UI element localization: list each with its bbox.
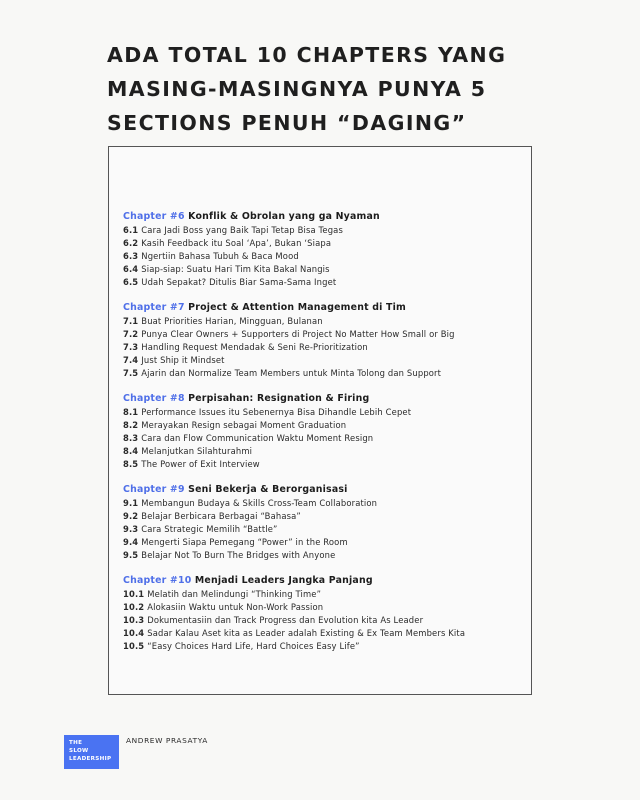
section-item (123, 614, 525, 627)
section-text: Buat Priorities Harian, Mingguan, Bulanan (141, 316, 323, 326)
chapter-7 (123, 302, 525, 380)
section-item (123, 328, 525, 341)
chapter-number: Chapter #7 (123, 302, 185, 313)
section-item (123, 224, 525, 237)
chapter-heading (123, 302, 525, 314)
section-item (123, 250, 525, 263)
section-number: 10.2 (123, 602, 145, 612)
section-number: 8.3 (123, 433, 139, 443)
logo-line: SLOW (69, 748, 89, 754)
chapter-title: Project & Attention Management di Tim (188, 302, 406, 313)
section-item (123, 510, 525, 523)
section-text: Ngertiin Bahasa Tubuh & Baca Mood (141, 251, 299, 261)
chapter-number: Chapter #6 (123, 211, 185, 222)
section-text: Kasih Feedback itu Soal ‘Apa’, Bukan ‘Siapa (141, 238, 332, 248)
section-item (123, 640, 525, 653)
section-item (123, 263, 525, 276)
section-number: 7.5 (123, 368, 139, 378)
chapter-heading (123, 393, 525, 405)
section-item (123, 627, 525, 640)
section-number: 9.3 (123, 524, 139, 534)
section-text: Belajar Not To Burn The Bridges with Anyone (141, 550, 336, 560)
section-item (123, 367, 525, 380)
section-item (123, 354, 525, 367)
chapter-list-card (108, 146, 532, 695)
section-number: 6.3 (123, 251, 139, 261)
chapter-6 (123, 211, 525, 289)
chapter-10 (123, 575, 525, 653)
section-text: “Easy Choices Hard Life, Hard Choices Easy Life” (147, 641, 360, 651)
section-item (123, 315, 525, 328)
chapter-number: Chapter #10 (123, 575, 192, 586)
section-text: Siap-siap: Suatu Hari Tim Kita Bakal Nangis (141, 264, 330, 274)
section-text: Alokasiin Waktu untuk Non-Work Passion (147, 602, 324, 612)
section-number: 8.5 (123, 459, 139, 469)
section-text: The Power of Exit Interview (141, 459, 260, 469)
section-item (123, 276, 525, 289)
section-text: Melatih dan Melindungi “Thinking Time” (147, 589, 322, 599)
section-item (123, 432, 525, 445)
section-text: Membangun Budaya & Skills Cross-Team Collaboration (141, 498, 378, 508)
chapter-8 (123, 393, 525, 471)
section-text: Dokumentasiin dan Track Progress dan Evolution kita As Leader (147, 615, 424, 625)
section-number: 8.1 (123, 407, 139, 417)
section-text: Cara dan Flow Communication Waktu Moment Resign (141, 433, 374, 443)
section-text: Performance Issues itu Sebenernya Bisa Dihandle Lebih Cepet (141, 407, 412, 417)
headline-line: ADA TOTAL 10 CHAPTERS YANG (107, 43, 507, 67)
section-item (123, 341, 525, 354)
section-number: 6.2 (123, 238, 139, 248)
section-text: Sadar Kalau Aset kita as Leader adalah Existing & Ex Team Members Kita (147, 628, 466, 638)
section-text: Handling Request Mendadak & Seni Re-Prioritization (141, 342, 368, 352)
section-item (123, 406, 525, 419)
section-text: Ajarin dan Normalize Team Members untuk Minta Tolong dan Support (141, 368, 442, 378)
section-number: 8.4 (123, 446, 139, 456)
section-number: 10.3 (123, 615, 145, 625)
chapter-title: Perpisahan: Resignation & Firing (188, 393, 370, 404)
section-item (123, 419, 525, 432)
section-text: Cara Jadi Boss yang Baik Tapi Tetap Bisa Tegas (141, 225, 343, 235)
chapter-title: Konflik & Obrolan yang ga Nyaman (188, 211, 380, 222)
section-number: 9.2 (123, 511, 139, 521)
section-item (123, 523, 525, 536)
section-text: Mengerti Siapa Pemegang “Power” in the Room (141, 537, 348, 547)
chapter-heading (123, 575, 525, 587)
chapter-9 (123, 484, 525, 562)
section-item (123, 536, 525, 549)
chapter-number: Chapter #9 (123, 484, 185, 495)
section-item (123, 445, 525, 458)
brand-logo (64, 735, 119, 769)
section-number: 6.1 (123, 225, 139, 235)
section-number: 10.4 (123, 628, 145, 638)
chapter-number: Chapter #8 (123, 393, 185, 404)
author-name: ANDREW PRASATYA (126, 736, 208, 745)
section-item (123, 458, 525, 471)
section-text: Just Ship it Mindset (141, 355, 225, 365)
chapter-heading (123, 211, 525, 223)
section-number: 9.5 (123, 550, 139, 560)
section-number: 8.2 (123, 420, 139, 430)
section-text: Melanjutkan Silahturahmi (141, 446, 253, 456)
chapter-title: Menjadi Leaders Jangka Panjang (194, 575, 373, 586)
section-number: 6.4 (123, 264, 139, 274)
logo-line: LEADERSHIP (69, 756, 112, 762)
section-item (123, 549, 525, 562)
section-number: 7.3 (123, 342, 139, 352)
chapter-heading (123, 484, 525, 496)
section-number: 9.1 (123, 498, 139, 508)
chapter-title: Seni Bekerja & Berorganisasi (188, 484, 348, 495)
section-item (123, 601, 525, 614)
headline-line: MASING-MASINGNYA PUNYA 5 (107, 77, 487, 101)
section-text: Belajar Berbicara Berbagai “Bahasa” (141, 511, 301, 521)
page-headline (107, 38, 587, 140)
section-item (123, 497, 525, 510)
section-number: 7.4 (123, 355, 139, 365)
headline-line: SECTIONS PENUH “DAGING” (107, 111, 467, 135)
section-number: 10.1 (123, 589, 145, 599)
chapter-list (123, 211, 525, 666)
section-item (123, 237, 525, 250)
section-item (123, 588, 525, 601)
section-number: 9.4 (123, 537, 139, 547)
section-number: 7.1 (123, 316, 139, 326)
section-text: Udah Sepakat? Ditulis Biar Sama-Sama Inget (141, 277, 337, 287)
section-text: Punya Clear Owners + Supporters di Project No Matter How Small or Big (141, 329, 455, 339)
section-number: 7.2 (123, 329, 139, 339)
logo-line: THE (69, 740, 83, 746)
section-number: 10.5 (123, 641, 145, 651)
section-text: Merayakan Resign sebagai Moment Graduation (141, 420, 347, 430)
section-number: 6.5 (123, 277, 139, 287)
section-text: Cara Strategic Memilih “Battle” (141, 524, 278, 534)
